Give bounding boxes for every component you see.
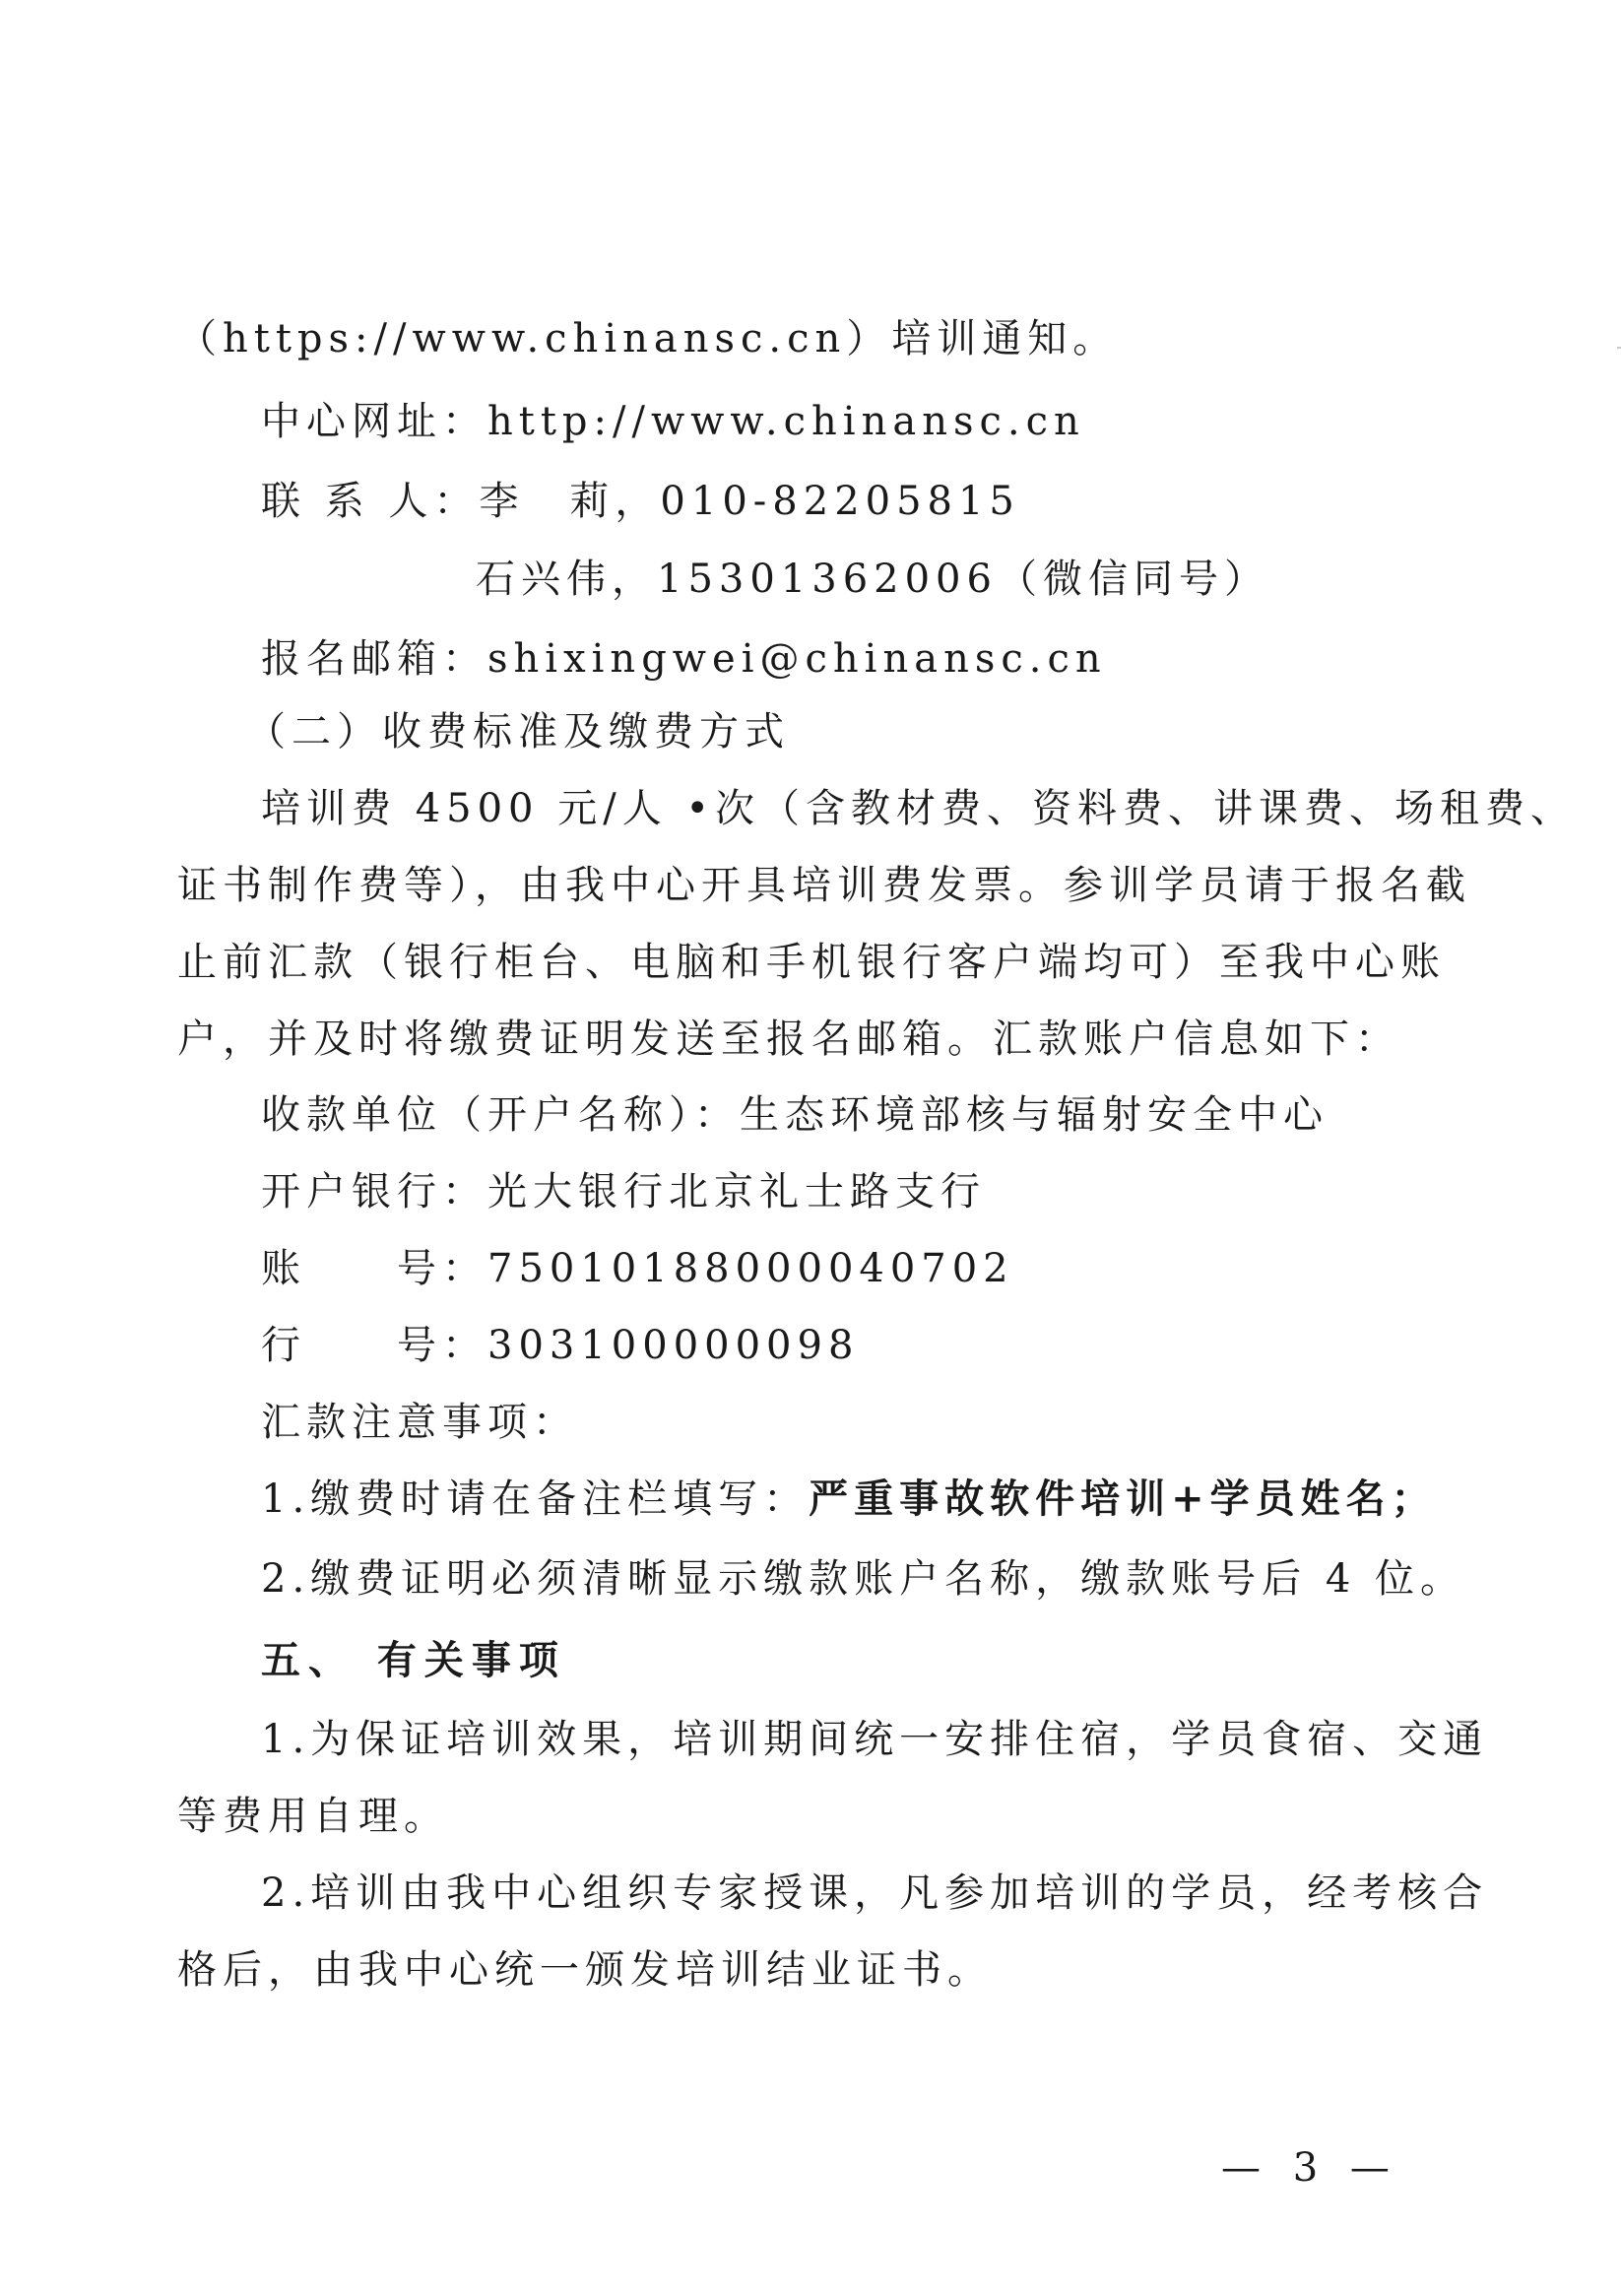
notice-link-line: （https://www.chinansc.cn）培训通知。 — [177, 316, 1119, 361]
remittance-note-2: 2.缴费证明必须清晰显示缴款账户名称，缴款账号后 4 位。 — [261, 1556, 1466, 1602]
matters-item-2-line-1: 2.培训由我中心组织专家授课，凡参加培训的学员，经考核合 — [261, 1870, 1489, 1916]
fee-paragraph-line-2: 证书制作费等），由我中心开具培训费发票。参训学员请于报名截 — [177, 863, 1471, 908]
fee-paragraph-line-3: 止前汇款（银行柜台、电脑和手机银行客户端均可）至我中心账 — [177, 940, 1446, 985]
matters-item-1-line-1: 1.为保证培训效果，培训期间统一安排住宿，学员食宿、交通 — [261, 1717, 1489, 1762]
fee-paragraph-line-4: 户，并及时将缴费证明发送至报名邮箱。汇款账户信息如下： — [177, 1017, 1400, 1062]
payee-name: 收款单位（开户名称）：生态环境部核与辐射安全中心 — [261, 1092, 1329, 1138]
fee-paragraph-line-1: 培训费 4500 元/人 •次（含教材费、资料费、讲课费、场租费、 — [261, 786, 1577, 831]
fee-section-heading: （二）收费标准及缴费方式 — [246, 709, 790, 754]
bank-code: 行 号：303100000098 — [261, 1323, 860, 1368]
center-website: 中心网址：http://www.chinansc.cn — [261, 399, 1085, 444]
registration-email: 报名邮箱：shixingwei@chinansc.cn — [261, 636, 1107, 682]
account-number: 账 号：75010188000040702 — [261, 1246, 1014, 1291]
contact-person-2: 石兴伟，15301362006（微信同号） — [476, 557, 1269, 602]
remittance-note-1-emphasis: 严重事故软件培训+学员姓名； — [809, 1476, 1437, 1522]
page-number: — 3 — — [1221, 2145, 1399, 2191]
remittance-note-1-prefix: 1.缴费时请在备注栏填写： — [261, 1476, 810, 1522]
remittance-note-1 — [261, 1474, 1437, 1525]
remittance-notes-heading: 汇款注意事项： — [261, 1400, 578, 1445]
contact-person-1: 联 系 人：李 莉，010-82205815 — [261, 479, 1020, 524]
matters-item-2-line-2: 格后，由我中心统一颁发培训结业证书。 — [177, 1947, 993, 1993]
scan-edge-mark — [1617, 347, 1621, 349]
matters-item-1-line-2: 等费用自理。 — [177, 1794, 449, 1839]
bank-name: 开户银行：光大银行北京礼士路支行 — [261, 1169, 986, 1214]
section-five-heading: 五、 有关事项 — [261, 1637, 566, 1683]
